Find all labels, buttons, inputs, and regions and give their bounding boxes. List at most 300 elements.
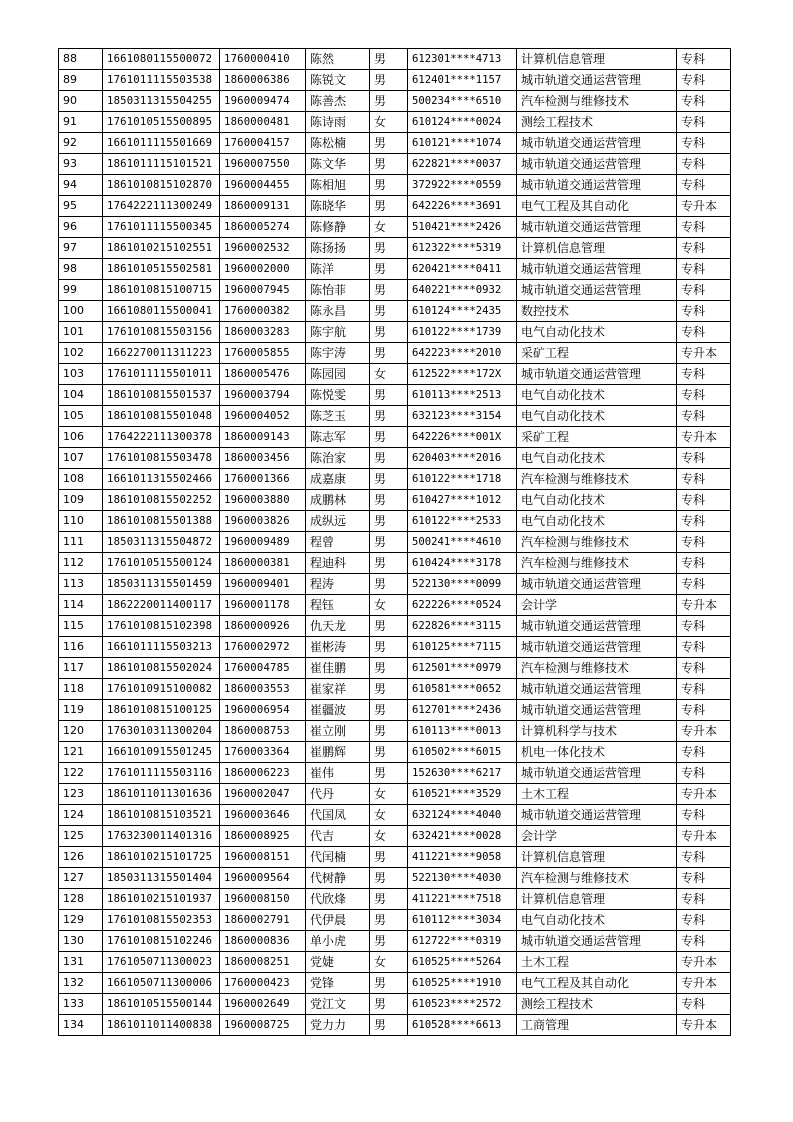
gender-cell: 男 [370, 532, 408, 553]
table-row [59, 931, 731, 952]
id-number-cell: 152630****6217 [408, 763, 517, 784]
student-number-cell: 1960007550 [220, 154, 306, 175]
level-cell: 专科 [677, 469, 731, 490]
name-cell: 程涛 [306, 574, 370, 595]
row-index-cell: 130 [59, 931, 103, 952]
gender-cell: 男 [370, 721, 408, 742]
row-index-cell: 110 [59, 511, 103, 532]
row-index-cell: 134 [59, 1015, 103, 1036]
exam-number-cell: 1850311315501459 [103, 574, 220, 595]
major-cell: 汽车检测与维修技术 [517, 91, 677, 112]
name-cell: 仇天龙 [306, 616, 370, 637]
name-cell: 陈芝玉 [306, 406, 370, 427]
student-number-cell: 1960007945 [220, 280, 306, 301]
id-number-cell: 610122****1718 [408, 469, 517, 490]
id-number-cell: 620421****0411 [408, 259, 517, 280]
student-number-cell: 1960001178 [220, 595, 306, 616]
exam-number-cell: 1850311315504872 [103, 532, 220, 553]
major-cell: 数控技术 [517, 301, 677, 322]
gender-cell: 男 [370, 70, 408, 91]
major-cell: 城市轨道交通运营管理 [517, 217, 677, 238]
row-index-cell: 113 [59, 574, 103, 595]
row-index-cell: 100 [59, 301, 103, 322]
exam-number-cell: 1761010815102398 [103, 616, 220, 637]
exam-number-cell: 1662270011311223 [103, 343, 220, 364]
row-index-cell: 121 [59, 742, 103, 763]
gender-cell: 男 [370, 910, 408, 931]
level-cell: 专科 [677, 637, 731, 658]
id-number-cell: 372922****0559 [408, 175, 517, 196]
gender-cell: 男 [370, 1015, 408, 1036]
student-number-cell: 1860000836 [220, 931, 306, 952]
id-number-cell: 610521****3529 [408, 784, 517, 805]
row-index-cell: 123 [59, 784, 103, 805]
name-cell: 陈志军 [306, 427, 370, 448]
level-cell: 专升本 [677, 784, 731, 805]
level-cell: 专科 [677, 616, 731, 637]
table-row [59, 763, 731, 784]
name-cell: 陈宇航 [306, 322, 370, 343]
row-index-cell: 88 [59, 49, 103, 70]
student-number-cell: 1860000381 [220, 553, 306, 574]
id-number-cell: 610124****0024 [408, 112, 517, 133]
table-row [59, 532, 731, 553]
student-number-cell: 1860003456 [220, 448, 306, 469]
gender-cell: 男 [370, 469, 408, 490]
exam-number-cell: 1761010815503478 [103, 448, 220, 469]
student-number-cell: 1960009564 [220, 868, 306, 889]
table-row [59, 616, 731, 637]
name-cell: 陈修静 [306, 217, 370, 238]
table-row [59, 301, 731, 322]
major-cell: 采矿工程 [517, 427, 677, 448]
student-number-cell: 1960003880 [220, 490, 306, 511]
major-cell: 电气自动化技术 [517, 322, 677, 343]
id-number-cell: 612701****2436 [408, 700, 517, 721]
gender-cell: 女 [370, 952, 408, 973]
exam-number-cell: 1861010215102551 [103, 238, 220, 259]
student-number-cell: 1860000481 [220, 112, 306, 133]
student-number-cell: 1960002532 [220, 238, 306, 259]
exam-number-cell: 1761011115500345 [103, 217, 220, 238]
level-cell: 专科 [677, 763, 731, 784]
exam-number-cell: 1761011115501011 [103, 364, 220, 385]
id-number-cell: 610528****6613 [408, 1015, 517, 1036]
id-number-cell: 610124****2435 [408, 301, 517, 322]
gender-cell: 男 [370, 427, 408, 448]
id-number-cell: 622821****0037 [408, 154, 517, 175]
student-number-cell: 1860008753 [220, 721, 306, 742]
id-number-cell: 500234****6510 [408, 91, 517, 112]
name-cell: 陈宇涛 [306, 343, 370, 364]
name-cell: 崔伟 [306, 763, 370, 784]
major-cell: 计算机信息管理 [517, 238, 677, 259]
exam-number-cell: 1661080115500072 [103, 49, 220, 70]
id-number-cell: 510421****2426 [408, 217, 517, 238]
gender-cell: 男 [370, 154, 408, 175]
student-number-cell: 1860003283 [220, 322, 306, 343]
exam-number-cell: 1763230011401316 [103, 826, 220, 847]
gender-cell: 男 [370, 742, 408, 763]
exam-number-cell: 1861010515502581 [103, 259, 220, 280]
row-index-cell: 124 [59, 805, 103, 826]
id-number-cell: 610424****3178 [408, 553, 517, 574]
gender-cell: 男 [370, 133, 408, 154]
table-row [59, 784, 731, 805]
exam-number-cell: 1761010815503156 [103, 322, 220, 343]
row-index-cell: 97 [59, 238, 103, 259]
exam-number-cell: 1861010815103521 [103, 805, 220, 826]
gender-cell: 男 [370, 448, 408, 469]
table-row [59, 217, 731, 238]
table-row [59, 826, 731, 847]
table-row [59, 70, 731, 91]
exam-number-cell: 1763010311300204 [103, 721, 220, 742]
id-number-cell: 610502****6015 [408, 742, 517, 763]
name-cell: 崔立刚 [306, 721, 370, 742]
exam-number-cell: 1761010515500124 [103, 553, 220, 574]
table-row [59, 259, 731, 280]
gender-cell: 女 [370, 217, 408, 238]
exam-number-cell: 1764222111300249 [103, 196, 220, 217]
exam-number-cell: 1861010215101937 [103, 889, 220, 910]
level-cell: 专科 [677, 910, 731, 931]
major-cell: 汽车检测与维修技术 [517, 469, 677, 490]
gender-cell: 男 [370, 280, 408, 301]
name-cell: 党江文 [306, 994, 370, 1015]
row-index-cell: 127 [59, 868, 103, 889]
row-index-cell: 125 [59, 826, 103, 847]
table-row [59, 175, 731, 196]
exam-number-cell: 1861010815501537 [103, 385, 220, 406]
table-row [59, 427, 731, 448]
table-row [59, 1015, 731, 1036]
gender-cell: 男 [370, 301, 408, 322]
student-number-cell: 1860006223 [220, 763, 306, 784]
level-cell: 专升本 [677, 196, 731, 217]
name-cell: 崔疆波 [306, 700, 370, 721]
gender-cell: 女 [370, 595, 408, 616]
gender-cell: 男 [370, 574, 408, 595]
student-number-cell: 1860008251 [220, 952, 306, 973]
student-number-cell: 1860005476 [220, 364, 306, 385]
gender-cell: 男 [370, 553, 408, 574]
id-number-cell: 612301****4713 [408, 49, 517, 70]
row-index-cell: 114 [59, 595, 103, 616]
gender-cell: 男 [370, 91, 408, 112]
row-index-cell: 122 [59, 763, 103, 784]
exam-number-cell: 1862220011400117 [103, 595, 220, 616]
id-number-cell: 632123****3154 [408, 406, 517, 427]
major-cell: 土木工程 [517, 784, 677, 805]
row-index-cell: 116 [59, 637, 103, 658]
major-cell: 测绘工程技术 [517, 994, 677, 1015]
exam-number-cell: 1861010515500144 [103, 994, 220, 1015]
student-number-cell: 1760004157 [220, 133, 306, 154]
student-number-cell: 1860006386 [220, 70, 306, 91]
table-row [59, 406, 731, 427]
major-cell: 城市轨道交通运营管理 [517, 574, 677, 595]
name-cell: 陈诗雨 [306, 112, 370, 133]
gender-cell: 女 [370, 784, 408, 805]
name-cell: 代欣烽 [306, 889, 370, 910]
row-index-cell: 129 [59, 910, 103, 931]
row-index-cell: 107 [59, 448, 103, 469]
exam-number-cell: 1761011115503538 [103, 70, 220, 91]
level-cell: 专升本 [677, 1015, 731, 1036]
id-number-cell: 610122****1739 [408, 322, 517, 343]
student-number-cell: 1960003826 [220, 511, 306, 532]
gender-cell: 男 [370, 679, 408, 700]
row-index-cell: 98 [59, 259, 103, 280]
table-row [59, 322, 731, 343]
level-cell: 专科 [677, 322, 731, 343]
gender-cell: 男 [370, 616, 408, 637]
gender-cell: 男 [370, 994, 408, 1015]
id-number-cell: 622226****0524 [408, 595, 517, 616]
id-number-cell: 522130****0099 [408, 574, 517, 595]
student-number-cell: 1760000423 [220, 973, 306, 994]
student-number-cell: 1960009401 [220, 574, 306, 595]
name-cell: 党锋 [306, 973, 370, 994]
table-row [59, 595, 731, 616]
table-body [59, 49, 731, 1036]
table-row [59, 658, 731, 679]
level-cell: 专升本 [677, 826, 731, 847]
id-number-cell: 632421****0028 [408, 826, 517, 847]
name-cell: 成纵远 [306, 511, 370, 532]
exam-number-cell: 1761010815102246 [103, 931, 220, 952]
name-cell: 党婕 [306, 952, 370, 973]
level-cell: 专科 [677, 385, 731, 406]
row-index-cell: 128 [59, 889, 103, 910]
major-cell: 电气自动化技术 [517, 490, 677, 511]
table-row [59, 952, 731, 973]
major-cell: 电气自动化技术 [517, 448, 677, 469]
student-number-cell: 1860003553 [220, 679, 306, 700]
exam-number-cell: 1861010815501048 [103, 406, 220, 427]
level-cell: 专升本 [677, 595, 731, 616]
name-cell: 代闰楠 [306, 847, 370, 868]
level-cell: 专科 [677, 238, 731, 259]
gender-cell: 男 [370, 868, 408, 889]
gender-cell: 男 [370, 385, 408, 406]
gender-cell: 男 [370, 490, 408, 511]
name-cell: 崔家祥 [306, 679, 370, 700]
major-cell: 电气工程及其自动化 [517, 196, 677, 217]
level-cell: 专科 [677, 805, 731, 826]
major-cell: 城市轨道交通运营管理 [517, 175, 677, 196]
exam-number-cell: 1761010915100082 [103, 679, 220, 700]
major-cell: 采矿工程 [517, 343, 677, 364]
name-cell: 陈相旭 [306, 175, 370, 196]
exam-number-cell: 1861010815100715 [103, 280, 220, 301]
row-index-cell: 115 [59, 616, 103, 637]
row-index-cell: 133 [59, 994, 103, 1015]
table-row [59, 889, 731, 910]
level-cell: 专科 [677, 994, 731, 1015]
level-cell: 专科 [677, 280, 731, 301]
name-cell: 陈洋 [306, 259, 370, 280]
row-index-cell: 132 [59, 973, 103, 994]
table-row [59, 364, 731, 385]
gender-cell: 男 [370, 238, 408, 259]
level-cell: 专科 [677, 259, 731, 280]
student-number-cell: 1960008150 [220, 889, 306, 910]
row-index-cell: 92 [59, 133, 103, 154]
exam-number-cell: 1761050711300023 [103, 952, 220, 973]
gender-cell: 男 [370, 637, 408, 658]
table-row [59, 868, 731, 889]
row-index-cell: 112 [59, 553, 103, 574]
student-number-cell: 1860005274 [220, 217, 306, 238]
exam-number-cell: 1761011115503116 [103, 763, 220, 784]
gender-cell: 女 [370, 805, 408, 826]
id-number-cell: 612322****5319 [408, 238, 517, 259]
gender-cell: 男 [370, 322, 408, 343]
gender-cell: 男 [370, 511, 408, 532]
major-cell: 城市轨道交通运营管理 [517, 679, 677, 700]
gender-cell: 男 [370, 196, 408, 217]
id-number-cell: 610112****3034 [408, 910, 517, 931]
student-number-cell: 1860009131 [220, 196, 306, 217]
gender-cell: 女 [370, 112, 408, 133]
level-cell: 专科 [677, 406, 731, 427]
name-cell: 崔彬涛 [306, 637, 370, 658]
table-row [59, 679, 731, 700]
exam-number-cell: 1761010815502353 [103, 910, 220, 931]
level-cell: 专科 [677, 574, 731, 595]
table-row [59, 700, 731, 721]
row-index-cell: 111 [59, 532, 103, 553]
level-cell: 专科 [677, 511, 731, 532]
exam-number-cell: 1661080115500041 [103, 301, 220, 322]
name-cell: 代丹 [306, 784, 370, 805]
student-number-cell: 1960004455 [220, 175, 306, 196]
gender-cell: 男 [370, 175, 408, 196]
major-cell: 城市轨道交通运营管理 [517, 133, 677, 154]
table-row [59, 805, 731, 826]
student-number-cell: 1960002649 [220, 994, 306, 1015]
row-index-cell: 96 [59, 217, 103, 238]
major-cell: 会计学 [517, 826, 677, 847]
level-cell: 专科 [677, 553, 731, 574]
table-row [59, 511, 731, 532]
exam-number-cell: 1861011011301636 [103, 784, 220, 805]
name-cell: 程曾 [306, 532, 370, 553]
gender-cell: 女 [370, 364, 408, 385]
table-row [59, 343, 731, 364]
table-row [59, 910, 731, 931]
level-cell: 专科 [677, 700, 731, 721]
level-cell: 专科 [677, 868, 731, 889]
exam-number-cell: 1850311315501404 [103, 868, 220, 889]
major-cell: 测绘工程技术 [517, 112, 677, 133]
id-number-cell: 632124****4040 [408, 805, 517, 826]
table-row [59, 742, 731, 763]
name-cell: 陈怡菲 [306, 280, 370, 301]
level-cell: 专科 [677, 448, 731, 469]
level-cell: 专科 [677, 658, 731, 679]
major-cell: 电气自动化技术 [517, 385, 677, 406]
name-cell: 党力力 [306, 1015, 370, 1036]
name-cell: 陈晓华 [306, 196, 370, 217]
gender-cell: 男 [370, 49, 408, 70]
student-number-cell: 1760002972 [220, 637, 306, 658]
name-cell: 陈文华 [306, 154, 370, 175]
table-row [59, 238, 731, 259]
level-cell: 专科 [677, 112, 731, 133]
level-cell: 专科 [677, 931, 731, 952]
student-number-cell: 1760000410 [220, 49, 306, 70]
exam-number-cell: 1861010815501388 [103, 511, 220, 532]
gender-cell: 男 [370, 763, 408, 784]
gender-cell: 男 [370, 343, 408, 364]
student-number-cell: 1960002047 [220, 784, 306, 805]
student-number-cell: 1860000926 [220, 616, 306, 637]
row-index-cell: 93 [59, 154, 103, 175]
level-cell: 专科 [677, 490, 731, 511]
row-index-cell: 102 [59, 343, 103, 364]
exam-number-cell: 1661011115503213 [103, 637, 220, 658]
student-number-cell: 1760004785 [220, 658, 306, 679]
exam-number-cell: 1661011115501669 [103, 133, 220, 154]
name-cell: 程迪科 [306, 553, 370, 574]
name-cell: 陈永昌 [306, 301, 370, 322]
table-row [59, 385, 731, 406]
gender-cell: 男 [370, 973, 408, 994]
student-number-cell: 1760005855 [220, 343, 306, 364]
major-cell: 城市轨道交通运营管理 [517, 154, 677, 175]
exam-number-cell: 1861010815102870 [103, 175, 220, 196]
major-cell: 城市轨道交通运营管理 [517, 763, 677, 784]
row-index-cell: 99 [59, 280, 103, 301]
major-cell: 城市轨道交通运营管理 [517, 700, 677, 721]
name-cell: 陈然 [306, 49, 370, 70]
row-index-cell: 131 [59, 952, 103, 973]
exam-number-cell: 1661010915501245 [103, 742, 220, 763]
row-index-cell: 101 [59, 322, 103, 343]
gender-cell: 男 [370, 259, 408, 280]
level-cell: 专科 [677, 154, 731, 175]
student-list-table [58, 48, 731, 1036]
name-cell: 陈锐文 [306, 70, 370, 91]
id-number-cell: 610125****7115 [408, 637, 517, 658]
row-index-cell: 89 [59, 70, 103, 91]
gender-cell: 男 [370, 931, 408, 952]
id-number-cell: 610581****0652 [408, 679, 517, 700]
major-cell: 汽车检测与维修技术 [517, 532, 677, 553]
student-number-cell: 1960004052 [220, 406, 306, 427]
major-cell: 城市轨道交通运营管理 [517, 280, 677, 301]
table-row [59, 469, 731, 490]
major-cell: 城市轨道交通运营管理 [517, 259, 677, 280]
level-cell: 专科 [677, 70, 731, 91]
student-number-cell: 1960009489 [220, 532, 306, 553]
exam-number-cell: 1861010815502252 [103, 490, 220, 511]
major-cell: 计算机科学与技术 [517, 721, 677, 742]
id-number-cell: 642223****2010 [408, 343, 517, 364]
id-number-cell: 642226****3691 [408, 196, 517, 217]
student-number-cell: 1760000382 [220, 301, 306, 322]
level-cell: 专升本 [677, 721, 731, 742]
exam-number-cell: 1764222111300378 [103, 427, 220, 448]
major-cell: 计算机信息管理 [517, 49, 677, 70]
id-number-cell: 411221****9058 [408, 847, 517, 868]
row-index-cell: 119 [59, 700, 103, 721]
major-cell: 汽车检测与维修技术 [517, 553, 677, 574]
gender-cell: 男 [370, 406, 408, 427]
